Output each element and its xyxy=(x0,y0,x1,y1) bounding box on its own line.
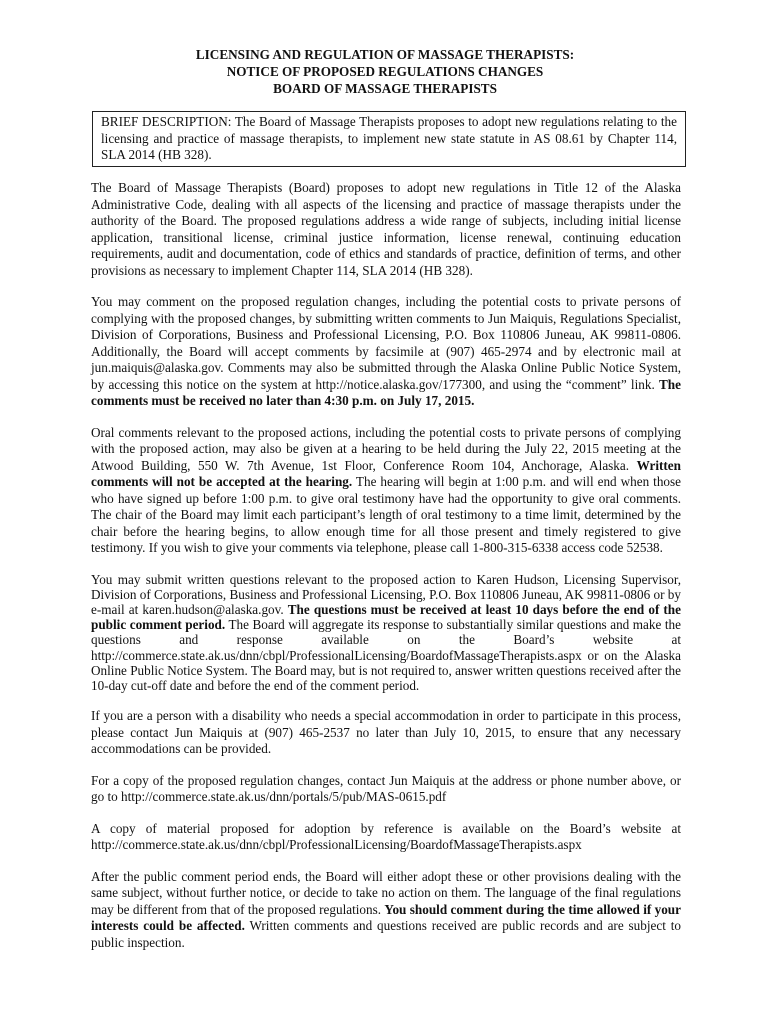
title-line-1: LICENSING AND REGULATION OF MASSAGE THERAPISTS: xyxy=(195,47,575,62)
brief-description-box: BRIEF DESCRIPTION: The Board of Massage Therapists proposes to adopt new regulations relating to the licensing and practice of massage therapists, to implement new state statute in AS 08.61 by Chapter 114, SLA 2014 (HB 328). xyxy=(92,111,686,167)
paragraph-text: The hearing will begin at 1:00 p.m. and will end when those who have signed up before 1:00 p.m. to give oral testimony have had the opportunity to give oral comments. The chair of the Board may limit each participant’s length of oral testimony to a time limit, determined by the chair before the hearing begins, to allow enough time for all those present and timely registered to give testimony. If you wish to give your comments via telephone, please call 1-800-315-6338 access code 52538. xyxy=(91,474,681,555)
page-title xyxy=(0,46,770,97)
paragraph-proposal: The Board of Massage Therapists (Board) proposes to adopt new regulations in Title 12 of the Alaska Administrative Code, dealing with all aspects of the licensing and practice of massage therapists under the authority of the Board. The proposed regulations address a wide range of subjects, including initial license application, transitional license, criminal justice information, license renewal, continuing education requirements, audit and documentation, code of ethics and standards of practice, definition of terms, and other provisions as necessary to implement Chapter 114, SLA 2014 (HB 328). xyxy=(91,180,681,278)
paragraph-copy: For a copy of the proposed regulation changes, contact Jun Maiquis at the address or phone number above, or go to http://commerce.state.ak.us/dnn/portals/5/pub/MAS-0615.pdf xyxy=(91,772,681,805)
paragraph-text: The Board will aggregate its response to substantially similar questions and make the questions and response available on the Board’s website at http://commerce.state.ak.us/dnn/cbpl/ProfessionalLicensing/BoardofMassageTherapists.aspx or on the Alaska Online Public Notice System. The Board may, but is not required to, answer written questions received after the 10-day cut-off date and before the end of the comment period. xyxy=(91,617,681,693)
title-line-3: BOARD OF MASSAGE THERAPISTS xyxy=(273,81,497,96)
paragraph-material: A copy of material proposed for adoption by reference is available on the Board’s website at http://commerce.state.ak.us/dnn/cbpl/ProfessionalLicensing/BoardofMassageTherapists.aspx xyxy=(91,820,681,853)
paragraph-text: After the public comment period ends, the Board will either adopt these or other provisions dealing with the same subject, without further notice, or decide to take no action on them. The language of the final regulations may be different from that of the proposed regulations. xyxy=(91,868,681,917)
comment-advice: You should comment during the time allowed if your interests could be affected. xyxy=(91,901,681,934)
paragraph-oral-comments xyxy=(91,425,681,557)
question-deadline: The questions must be received at least 10 days before the end of the public comment period. xyxy=(91,601,681,633)
paragraph-written-comments xyxy=(91,294,681,410)
title-line-2: NOTICE OF PROPOSED REGULATIONS CHANGES xyxy=(226,64,544,79)
paragraph-written-questions xyxy=(91,572,681,694)
paragraph-accommodation: If you are a person with a disability who needs a special accommodation in order to participate in this process, please contact Jun Maiquis at (907) 465-2537 no later than July 10, 2015, to ensure that any necessary accommodations can be provided. xyxy=(91,708,681,757)
paragraph-text: Written comments and questions received are public records and are subject to public inspection. xyxy=(91,918,682,950)
comment-deadline: The comments must be received no later than 4:30 p.m. on July 17, 2015. xyxy=(91,376,681,408)
hearing-warning: Written comments will not be accepted at the hearing. xyxy=(91,457,681,489)
paragraph-text: You may submit written questions relevant to the proposed action to Karen Hudson, Licensing Supervisor, Division of Corporations, Business and Professional Licensing, P.O. Box 110806 Juneau, AK 99811-0806 or by e-mail at karen.hudson@alaska.gov. xyxy=(91,571,681,617)
notice-body xyxy=(91,180,681,966)
paragraph-text: You may comment on the proposed regulation changes, including the potential costs to private persons of complying with the proposed changes, by submitting written comments to Jun Maiquis, Regulations Specialist, Division of Corporations, Business and Professional Licensing, P.O. Box 110806 Juneau, AK 99811-0806. Additionally, the Board will accept comments by facsimile at (907) 465-2974 and by electronic mail at jun.maiquis@alaska.gov. Comments may also be submitted through the Alaska Online Public Notice System, by accessing this notice on the system at http://notice.alaska.gov/177300, and using the “comment” link. xyxy=(91,294,681,392)
paragraph-after-period xyxy=(91,869,681,952)
paragraph-text: Oral comments relevant to the proposed actions, including the potential costs to private persons of complying with the proposed action, may also be given at a hearing to be held during the July 22, 2015 meeting at the Atwood Building, 550 W. 7th Avenue, 1st Floor, Conference Room 104, Anchorage, Alaska. xyxy=(91,424,681,473)
